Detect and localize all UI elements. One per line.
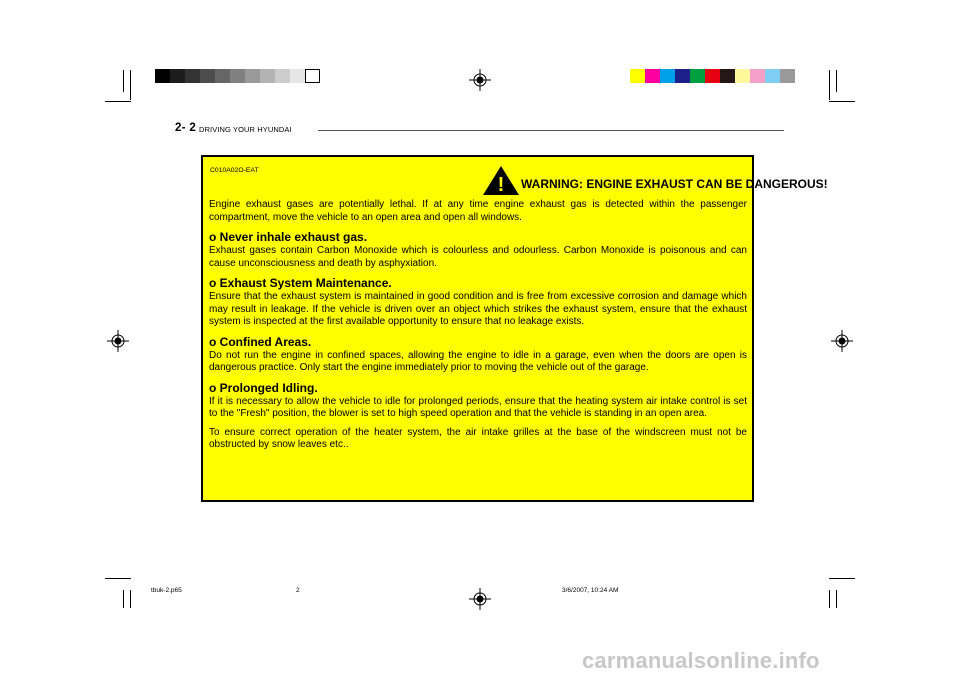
section-heading: o Never inhale exhaust gas.: [209, 230, 368, 244]
warning-title: WARNING: ENGINE EXHAUST CAN BE DANGEROUS!: [521, 177, 828, 191]
crop-mark: [829, 590, 830, 608]
color-swatch: [185, 69, 200, 83]
section-heading: o Prolonged Idling.: [209, 380, 318, 395]
grayscale-calibration-bar: [155, 69, 320, 83]
svg-text:!: !: [497, 174, 505, 196]
warning-content: [209, 199, 747, 452]
crop-mark: [829, 70, 830, 100]
color-swatch: [630, 69, 645, 83]
crop-mark: [130, 590, 131, 608]
footer-datetime: 3/6/2007, 10:24 AM: [562, 587, 619, 594]
color-swatch: [645, 69, 660, 83]
crop-mark: [836, 590, 837, 608]
footer-filename: tbuk-2.p65: [151, 587, 182, 594]
color-swatch: [705, 69, 720, 83]
warning-box: [201, 155, 828, 502]
color-swatch: [260, 69, 275, 83]
color-swatch: [215, 69, 230, 83]
registration-mark-icon: [469, 69, 491, 91]
color-swatch: [780, 69, 795, 83]
section-text: If it is necessary to allow the vehicle to idle for prolonged periods, ensure that the heating system air intake control is set to the "Fresh" position, the blower is set to high speed operation and that the vehicle is standing in an open area.: [209, 395, 747, 419]
section-heading: o Confined Areas.: [209, 334, 312, 349]
crop-mark: [123, 70, 124, 92]
warning-triangle-icon: [482, 165, 520, 196]
color-swatch: [750, 69, 765, 83]
color-swatch: [690, 69, 705, 83]
color-swatch: [245, 69, 260, 83]
watermark: carmanualsonline.info: [582, 648, 820, 673]
color-swatch: [675, 69, 690, 83]
section-text: Exhaust gases contain Carbon Monoxide which is colourless and odourless. Carbon Monoxide is poisonous and can cause unconsciousness and death by asphyxiation.: [209, 245, 747, 269]
footer-page-number: 2: [296, 587, 300, 594]
crop-mark: [130, 70, 131, 100]
section-heading: o Exhaust System Maintenance.: [209, 276, 392, 290]
color-swatch: [170, 69, 185, 83]
color-swatch: [305, 69, 320, 83]
header-rule: [318, 130, 784, 131]
registration-mark-icon: [831, 330, 853, 352]
intro-paragraph: Engine exhaust gases are potentially lethal. If at any time engine exhaust gas is detected within the passenger compartment, move the vehicle to an open area and open all windows.: [209, 199, 747, 223]
section-text: Do not run the engine in confined spaces, allowing the engine to idle in a garage, even when the doors are open is dangerous practice. Only start the engine immediately prior to moving the vehicle out of the garage.: [209, 349, 747, 373]
crop-mark: [829, 101, 855, 102]
crop-mark: [105, 578, 131, 579]
color-swatch: [275, 69, 290, 83]
color-swatch: [720, 69, 735, 83]
color-calibration-bar: [630, 69, 795, 83]
document-code: C010A02O-EAT: [210, 167, 259, 174]
color-swatch: [660, 69, 675, 83]
registration-mark-icon: [469, 588, 491, 610]
section-text: Ensure that the exhaust system is maintained in good condition and is free from excessive corrosion and damage which may result in leakage. If the vehicle is driven over an object which strikes the exhaust system, ensure that the exhaust system is inspected at the first available opportunity to ensure that no leakage exists.: [209, 291, 747, 327]
crop-mark: [105, 101, 131, 102]
color-swatch: [155, 69, 170, 83]
color-swatch: [230, 69, 245, 83]
section-title: DRIVING YOUR HYUNDAI: [199, 125, 292, 134]
closing-paragraph: To ensure correct operation of the heater system, the air intake grilles at the base of the windscreen must not be obstructed by snow leaves etc..: [209, 426, 747, 450]
crop-mark: [123, 590, 124, 608]
registration-mark-icon: [107, 330, 129, 352]
crop-mark: [836, 70, 837, 92]
crop-mark: [829, 578, 855, 579]
color-swatch: [290, 69, 305, 83]
page-number: 2- 2: [175, 122, 197, 134]
color-swatch: [765, 69, 780, 83]
color-swatch: [735, 69, 750, 83]
color-swatch: [200, 69, 215, 83]
